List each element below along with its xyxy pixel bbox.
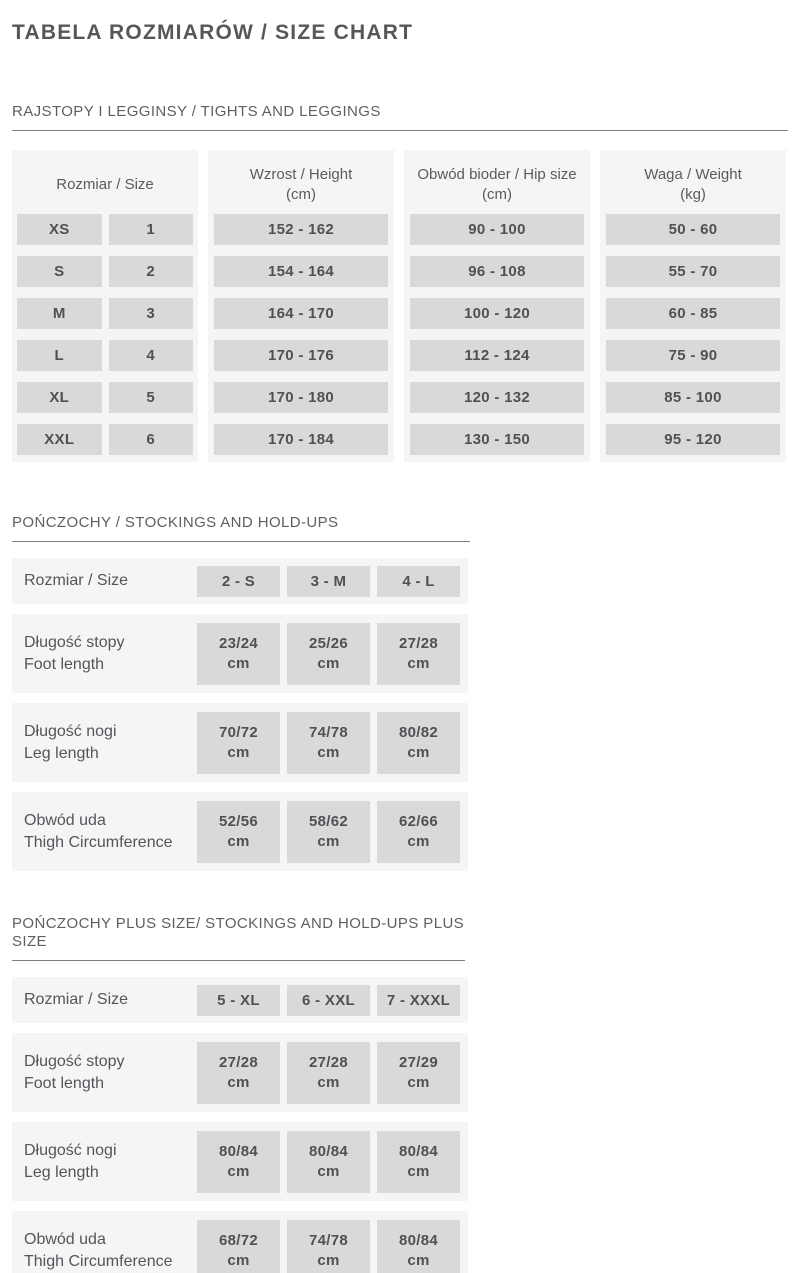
- column-group-weight: [600, 150, 786, 462]
- row-label-pl: Długość stopy: [24, 633, 125, 651]
- row-label-en: Foot length: [24, 1074, 105, 1092]
- measurement-cell: [377, 801, 460, 863]
- measurement-value: 27/29: [398, 1053, 439, 1071]
- row-label: [12, 721, 197, 765]
- column-header-hips: [404, 150, 590, 214]
- size-letter-cell: XL: [17, 382, 102, 413]
- table-row-size: [12, 977, 468, 1023]
- measurement-cell: [197, 1220, 280, 1273]
- measurement-value: 27/28: [218, 1053, 259, 1071]
- weight-cell: 55 - 70: [606, 256, 780, 287]
- measurement-cells: [197, 712, 460, 774]
- height-cell: 164 - 170: [214, 298, 388, 329]
- measurement-cell: [287, 801, 370, 863]
- measurement-value: 74/78: [308, 1231, 349, 1249]
- row-label: [12, 1140, 197, 1184]
- row-label-pl: Obwód uda: [24, 1230, 106, 1248]
- column-header-size: [12, 150, 198, 214]
- column-header-height: [208, 150, 394, 214]
- row-label: [12, 810, 197, 854]
- table-row-thigh-circumference: [12, 1211, 468, 1273]
- height-cells: [208, 214, 394, 455]
- measurement-cell: [197, 1042, 280, 1104]
- size-letter-cell: XS: [17, 214, 102, 245]
- height-cell: 154 - 164: [214, 256, 388, 287]
- size-number-cell: 1: [109, 214, 194, 245]
- measurement-cell: [287, 1220, 370, 1273]
- row-label-pl: Długość nogi: [24, 1141, 117, 1159]
- height-cell: 152 - 162: [214, 214, 388, 245]
- row-label: [12, 1051, 197, 1095]
- measurement-value: 80/84: [398, 1231, 439, 1249]
- measurement-cell: [377, 1131, 460, 1193]
- table-row-leg-length: [12, 1122, 468, 1201]
- measurement-cell: [287, 712, 370, 774]
- measurement-unit: cm: [407, 654, 430, 672]
- measurement-unit: cm: [407, 832, 430, 850]
- table-row: [17, 340, 193, 371]
- column-group-hips: [404, 150, 590, 462]
- weight-cell: 85 - 100: [606, 382, 780, 413]
- measurement-cells: [197, 1220, 460, 1273]
- measurement-cell: [287, 1042, 370, 1104]
- measurement-value: 27/28: [308, 1053, 349, 1071]
- measurement-cells: [197, 1131, 460, 1193]
- size-cell: 2 - S: [197, 566, 280, 597]
- row-label-en: Leg length: [24, 1163, 99, 1181]
- column-group-size: [12, 150, 198, 462]
- row-label-pl: Obwód uda: [24, 811, 106, 829]
- measurement-value: 27/28: [398, 634, 439, 652]
- row-label-pl: Długość stopy: [24, 1052, 125, 1070]
- hips-cell: 96 - 108: [410, 256, 584, 287]
- measurement-cell: [377, 1220, 460, 1273]
- measurement-unit: cm: [317, 832, 340, 850]
- weight-cell: 60 - 85: [606, 298, 780, 329]
- hips-cells: [404, 214, 590, 455]
- column-unit: (cm): [286, 186, 316, 203]
- measurement-unit: cm: [317, 743, 340, 761]
- row-label-en: Leg length: [24, 744, 99, 762]
- measurement-cell: [197, 1131, 280, 1193]
- column-header-weight: [600, 150, 786, 214]
- measurement-unit: cm: [407, 743, 430, 761]
- column-unit: (cm): [482, 186, 512, 203]
- row-label: [12, 632, 197, 676]
- stockings-plus-size-table: [12, 977, 788, 1273]
- measurement-value: 58/62: [308, 812, 349, 830]
- size-number-cell: 5: [109, 382, 194, 413]
- column-group-height: [208, 150, 394, 462]
- table-row: [17, 424, 193, 455]
- row-label-pl: Długość nogi: [24, 722, 117, 740]
- measurement-value: 52/56: [218, 812, 259, 830]
- measurement-value: 70/72: [218, 723, 259, 741]
- measurement-unit: cm: [227, 743, 250, 761]
- table-row: [17, 382, 193, 413]
- measurement-unit: cm: [407, 1073, 430, 1091]
- measurement-cells: [197, 623, 460, 685]
- row-label-en: Foot length: [24, 655, 105, 673]
- size-cell: 5 - XL: [197, 985, 280, 1016]
- section-heading-tights: RAJSTOPY I LEGGINSY / TIGHTS AND LEGGINGS: [12, 103, 788, 131]
- weight-cell: 75 - 90: [606, 340, 780, 371]
- table-row-size: [12, 558, 468, 604]
- size-letter-cell: L: [17, 340, 102, 371]
- section-heading-stockings: POŃCZOCHY / STOCKINGS AND HOLD-UPS: [12, 514, 470, 542]
- measurement-cell: [287, 623, 370, 685]
- measurement-value: 74/78: [308, 723, 349, 741]
- size-cell: 3 - M: [287, 566, 370, 597]
- hips-cell: 90 - 100: [410, 214, 584, 245]
- row-label-en: Thigh Circumference: [24, 1252, 173, 1270]
- section-heading-stockings-plus: POŃCZOCHY PLUS SIZE/ STOCKINGS AND HOLD-UPS PLUS SIZE: [12, 915, 465, 961]
- table-row-leg-length: [12, 703, 468, 782]
- hips-cell: 112 - 124: [410, 340, 584, 371]
- hips-cell: 130 - 150: [410, 424, 584, 455]
- measurement-unit: cm: [407, 1251, 430, 1269]
- size-letter-cell: XXL: [17, 424, 102, 455]
- measurement-value: 23/24: [218, 634, 259, 652]
- column-title: Wzrost / Height: [249, 166, 353, 183]
- column-title: Waga / Weight: [644, 166, 742, 183]
- table-row: [17, 256, 193, 287]
- weight-cell: 95 - 120: [606, 424, 780, 455]
- height-cell: 170 - 180: [214, 382, 388, 413]
- height-cell: 170 - 176: [214, 340, 388, 371]
- hips-cell: 120 - 132: [410, 382, 584, 413]
- hips-cell: 100 - 120: [410, 298, 584, 329]
- measurement-cell: [197, 801, 280, 863]
- measurement-unit: cm: [227, 1251, 250, 1269]
- measurement-value: 25/26: [308, 634, 349, 652]
- table-row: [17, 214, 193, 245]
- measurement-cell: [197, 623, 280, 685]
- measurement-value: 68/72: [218, 1231, 259, 1249]
- measurement-value: 80/84: [218, 1142, 259, 1160]
- measurement-unit: cm: [227, 1162, 250, 1180]
- row-label: Rozmiar / Size: [24, 572, 129, 589]
- measurement-value: 62/66: [398, 812, 439, 830]
- size-cells: [12, 214, 198, 455]
- column-unit: (kg): [680, 186, 706, 203]
- row-label: Rozmiar / Size: [24, 991, 129, 1008]
- column-title: Rozmiar / Size: [56, 176, 154, 193]
- table-row-foot-length: [12, 1033, 468, 1112]
- weight-cell: 50 - 60: [606, 214, 780, 245]
- height-cell: 170 - 184: [214, 424, 388, 455]
- measurement-unit: cm: [407, 1162, 430, 1180]
- measurement-value: 80/84: [398, 1142, 439, 1160]
- size-number-cell: 4: [109, 340, 194, 371]
- size-cells: [197, 566, 460, 597]
- table-row-foot-length: [12, 614, 468, 693]
- table-row-thigh-circumference: [12, 792, 468, 871]
- size-number-cell: 2: [109, 256, 194, 287]
- table-row: [17, 298, 193, 329]
- measurement-cell: [377, 712, 460, 774]
- size-letter-cell: M: [17, 298, 102, 329]
- tights-size-table: [12, 150, 788, 462]
- size-cell: 7 - XXXL: [377, 985, 460, 1016]
- measurement-unit: cm: [317, 654, 340, 672]
- measurement-cell: [377, 623, 460, 685]
- weight-cells: [600, 214, 786, 455]
- measurement-value: 80/84: [308, 1142, 349, 1160]
- size-number-cell: 3: [109, 298, 194, 329]
- measurement-unit: cm: [227, 1073, 250, 1091]
- size-cell: 6 - XXL: [287, 985, 370, 1016]
- page-title: TABELA ROZMIARÓW / SIZE CHART: [12, 21, 414, 44]
- measurement-cell: [287, 1131, 370, 1193]
- size-cell: 4 - L: [377, 566, 460, 597]
- measurement-unit: cm: [227, 832, 250, 850]
- measurement-value: 80/82: [398, 723, 439, 741]
- size-letter-cell: S: [17, 256, 102, 287]
- measurement-cells: [197, 1042, 460, 1104]
- row-label-en: Thigh Circumference: [24, 833, 173, 851]
- measurement-cell: [197, 712, 280, 774]
- row-label: [12, 1229, 197, 1273]
- stockings-size-table: [12, 558, 788, 871]
- column-title: Obwód bioder / Hip size: [417, 166, 577, 183]
- measurement-unit: cm: [317, 1162, 340, 1180]
- measurement-cell: [377, 1042, 460, 1104]
- measurement-unit: cm: [317, 1251, 340, 1269]
- size-number-cell: 6: [109, 424, 194, 455]
- measurement-cells: [197, 801, 460, 863]
- measurement-unit: cm: [227, 654, 250, 672]
- measurement-unit: cm: [317, 1073, 340, 1091]
- size-cells: [197, 985, 460, 1016]
